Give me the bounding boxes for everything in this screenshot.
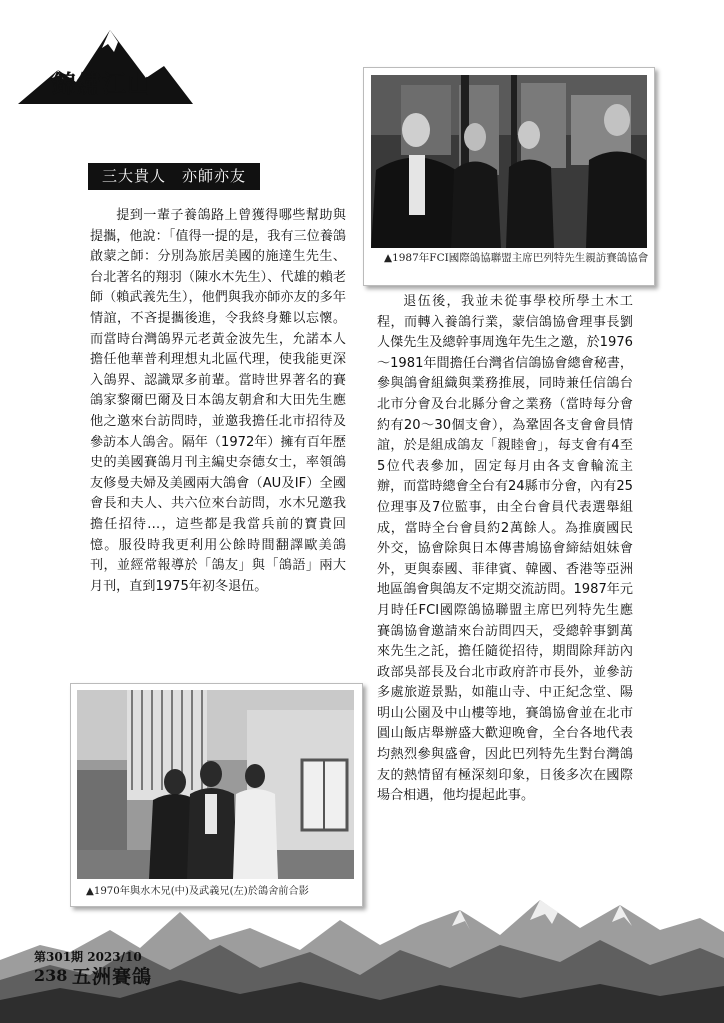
magazine-name: 五洲賽鴿 xyxy=(72,966,153,988)
photo-caption-top: ▲1987年FCI國際鴿協聯盟主席巴列特先生親訪賽鴿協會 xyxy=(384,252,649,264)
paragraph: 提到一輩子養鴿路上曾獲得哪些幫助與提攜，他說：「值得一提的是，我有三位養鴿啟蒙之師：分別為旅居美國的施達生先生、台北著名的翔羽（陳水木先生）、代雄的賴老師（賴武義先生），他們與我亦師亦友的多年情誼，不吝提攜後進，令我終身難以忘懷。而當時台灣鴿界元老黃金波先生，允諾本人擔任他華普利理想丸北區代理，使我能更深入鴿界、認識眾多前輩。當時世界著名的賽鴿家黎爾巴爾及日本鴿友朝倉和大田先生應他之邀來台訪問時，並邀我擔任北市招待及參訪本人鴿舍。隔年（1972年）擁有百年歷史的美國賽鴿月刊主編史奈德女士，率領鴿友修曼夫婦及美國兩大鴿會（AU及IF）全國會長和夫人、共六位來台訪問，水木兄邀我擔任招待…，這些都是我當兵前的寶貴回憶。服役時我更利用公餘時間翻譯歐美鴿刊，並經常報導於「鴿友」與「鴿語」兩大月刊，直到1975年初冬退伍。 xyxy=(90,208,346,594)
section-heading: 三大貴人 亦師亦友 xyxy=(88,163,260,190)
group-photo-loft xyxy=(77,690,354,879)
section-title: 錦繡江山 xyxy=(52,69,152,98)
photo-caption-bottom: ▲1970年與水木兄(中)及武義兄(左)於鴿舍前合影 xyxy=(86,886,309,897)
right-column-text xyxy=(377,292,633,807)
page-number: 238 xyxy=(34,966,68,985)
left-column-text xyxy=(90,206,346,597)
paragraph: 退伍後，我並未從事學校所學土木工程，而轉入養鴿行業，蒙信鴿協會理事長劉人傑先生及總幹事周逸年先生之邀，於1976～1981年間擔任台灣省信鴿協會總會秘書，參與鴿會組織與業務推展，同時兼任信鴿台北市分會及台北縣分會之業務（當時每分會約有20～30個支會），為鞏固各支會會員情誼，於是組成鴿友「親睦會」，每支會有4至5位代表參加，固定每月由各支會輪流主辦，而當時總會全台有24縣市分會，內有25位理事及7位監事，由全台會員代表選舉組成，當時全台會員約2萬餘人。為推廣國民外交，協會除與日本傳書鳩協會締結姐妹會外，更與泰國、菲律賓、韓國、香港等亞洲地區鴿會與鴿友不定期交流訪問。1987年元月時任FCI國際鴿協聯盟主席巴列特先生應賽鴿協會邀請來台訪問四天，受總幹事劉萬來先生之託，擔任隨從招待，期間除拜訪內政部吳部長及台北市政府許市長外，並參訪多處旅遊景點，如龍山寺、中正紀念堂、陽明山公園及中山樓等地，賽鴿協會並在北市圓山飯店舉辦盛大歡迎晚會，全台各地代表均熱烈參與盛會，因此巴列特先生對台灣鴿友的熱情留有極深刻印象，日後多次在國際場合相遇，他均提起此事。 xyxy=(377,294,633,804)
group-photo-fci xyxy=(371,75,647,248)
issue-info: 第301期 2023/10 xyxy=(34,950,142,964)
